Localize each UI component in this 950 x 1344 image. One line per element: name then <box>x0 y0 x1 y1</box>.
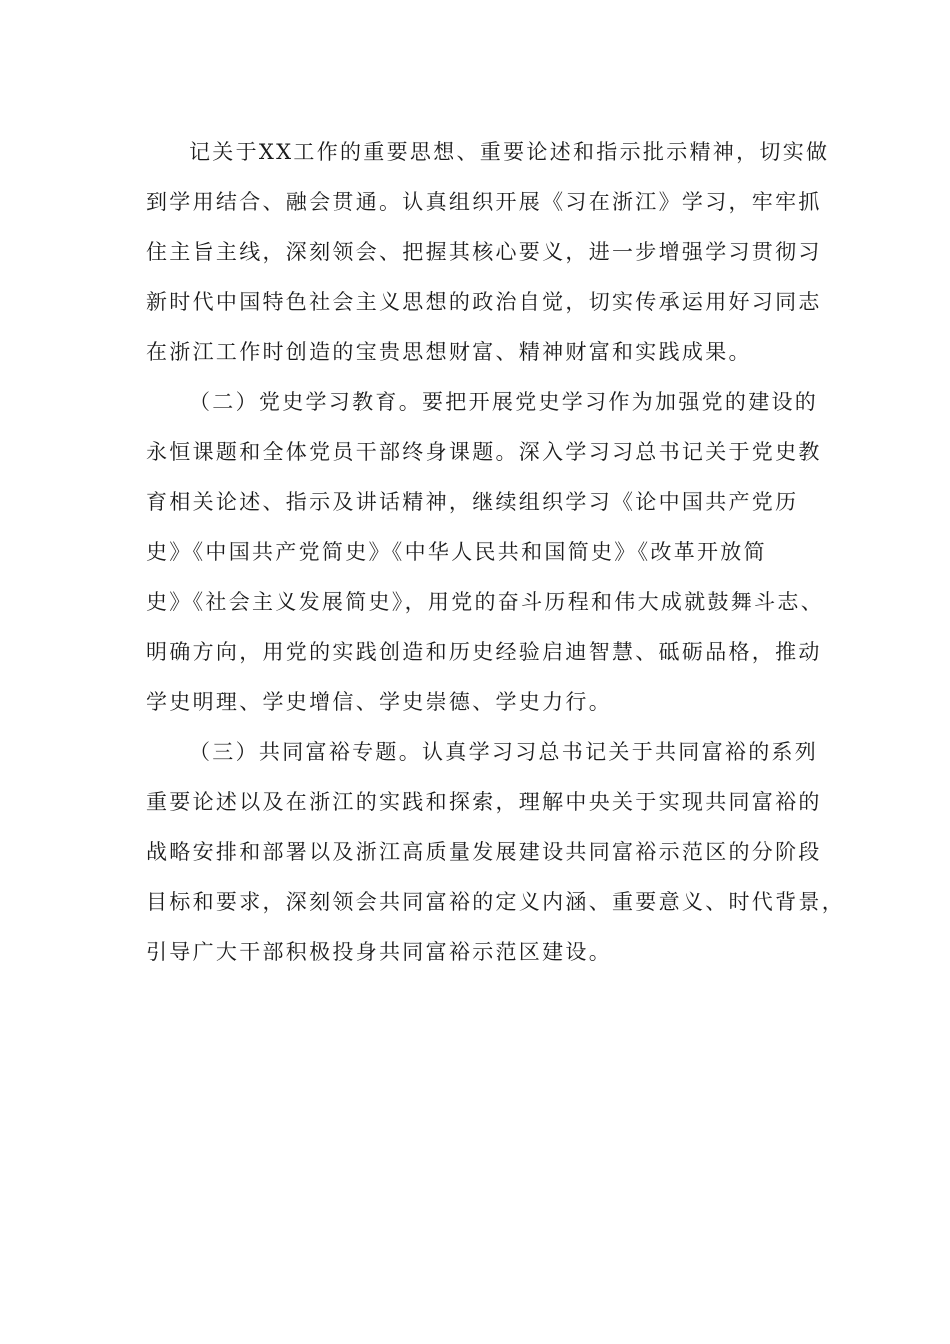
paragraph-line: 引导广大干部积极投身共同富裕示范区建设。 <box>146 940 612 964</box>
paragraph-line: 目标和要求，深刻领会共同富裕的定义内涵、重要意义、时代背景， <box>146 890 845 914</box>
paragraph-line: 学史明理、学史增信、学史崇德、学史力行。 <box>146 690 612 714</box>
paragraph-line: 记关于XX工作的重要思想、重要论述和指示批示精神，切实做 <box>189 140 830 164</box>
paragraph-line: 永恒课题和全体党员干部终身课题。深入学习习总书记关于党史教 <box>146 440 822 464</box>
paragraph-line: 育相关论述、指示及讲话精神，继续组织学习《论中国共产党历 <box>146 490 799 514</box>
paragraph-line: 明确方向，用党的实践创造和历史经验启迪智慧、砥砺品格，推动 <box>146 640 822 664</box>
paragraph-line: 新时代中国特色社会主义思想的政治自觉，切实传承运用好习同志 <box>146 290 822 314</box>
paragraph-line: 战略安排和部署以及浙江高质量发展建设共同富裕示范区的分阶段 <box>146 840 822 864</box>
paragraph-line: 住主旨主线，深刻领会、把握其核心要义，进一步增强学习贯彻习 <box>146 240 822 264</box>
paragraph-line: 史》《中国共产党简史》《中华人民共和国简史》《改革开放简 <box>146 540 767 564</box>
paragraph-line: 重要论述以及在浙江的实践和探索，理解中央关于实现共同富裕的 <box>146 790 822 814</box>
paragraph-line: 到学用结合、融会贯通。认真组织开展《习在浙江》学习，牢牢抓 <box>146 190 822 214</box>
paragraph-line: （三）共同富裕专题。认真学习习总书记关于共同富裕的系列 <box>189 740 819 764</box>
paragraph-line: 在浙江工作时创造的宝贵思想财富、精神财富和实践成果。 <box>146 340 752 364</box>
paragraph-line: 史》《社会主义发展简史》，用党的奋斗历程和伟大成就鼓舞斗志、 <box>146 590 824 614</box>
paragraph-line: （二）党史学习教育。要把开展党史学习作为加强党的建设的 <box>189 390 819 414</box>
